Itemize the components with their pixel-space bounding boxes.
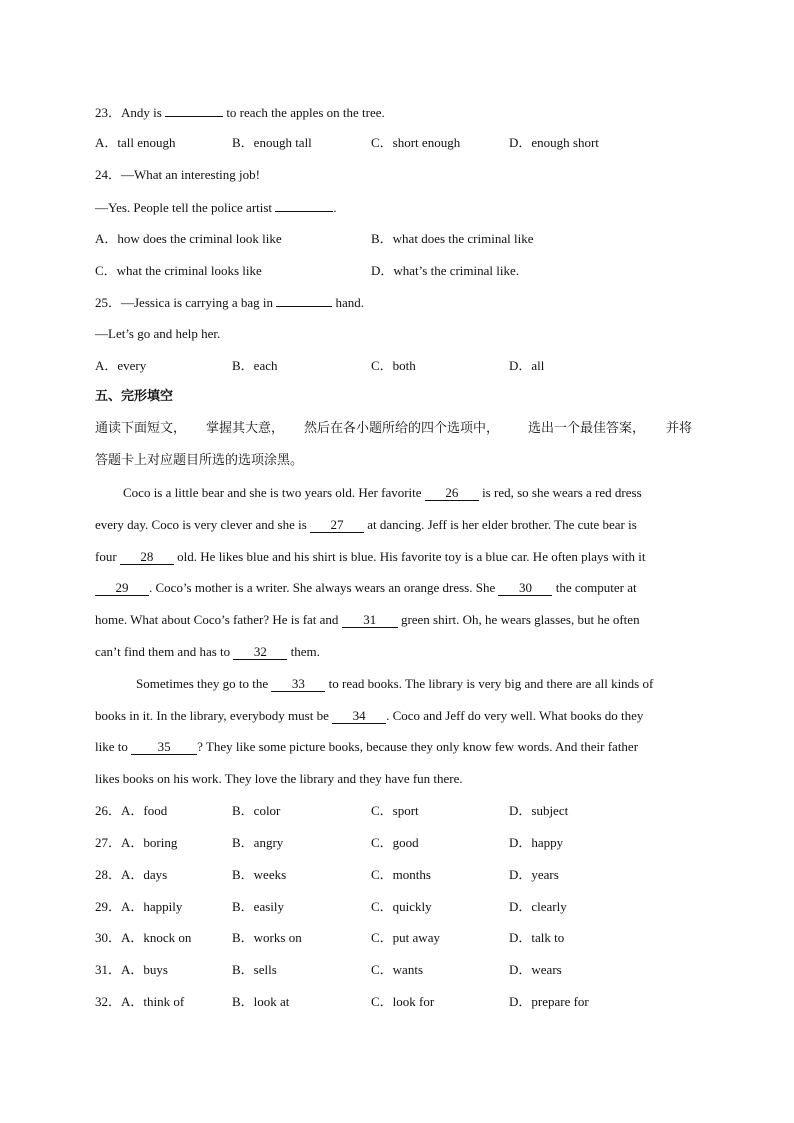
passage-line bbox=[95, 707, 643, 725]
passage-text: can’t find them and has to bbox=[95, 644, 231, 659]
q25-line2: —Let’s go and help her. bbox=[95, 326, 221, 341]
q27-option-b[interactable]: B．angry bbox=[232, 835, 284, 850]
blank-34[interactable]: 34 bbox=[332, 709, 386, 724]
passage-line bbox=[95, 611, 640, 629]
q27-option-a[interactable]: 27．A．boring bbox=[95, 835, 178, 850]
q24-option-a[interactable]: A．how does the criminal look like bbox=[95, 231, 282, 246]
passage-text: four bbox=[95, 549, 117, 564]
q25-suffix: hand. bbox=[335, 295, 365, 310]
q23-prefix: 23．Andy is bbox=[95, 105, 162, 120]
passage-text: at dancing. Jeff is her elder brother. The cute bear is bbox=[367, 517, 637, 532]
q28-option-d[interactable]: D．years bbox=[509, 867, 559, 882]
passage-text: Coco is a little bear and she is two years old. Her favorite bbox=[123, 485, 422, 500]
passage-text: Sometimes they go to the bbox=[136, 676, 269, 691]
passage-text: . Coco’s mother is a writer. She always wears an orange dress. She bbox=[149, 580, 496, 595]
passage-text: . Coco and Jeff do very well. What books do they bbox=[386, 708, 644, 723]
blank-26[interactable]: 26 bbox=[425, 486, 479, 501]
q23-suffix: to reach the apples on the tree. bbox=[226, 105, 385, 120]
q24-option-d[interactable]: D．what’s the criminal like. bbox=[371, 263, 520, 278]
q26-option-d[interactable]: D．subject bbox=[509, 803, 569, 818]
q29-option-c[interactable]: C．quickly bbox=[371, 899, 432, 914]
q27-option-c[interactable]: C．good bbox=[371, 835, 419, 850]
q24-option-b[interactable]: B．what does the criminal like bbox=[371, 231, 534, 246]
q25-option-b[interactable]: B．each bbox=[232, 358, 278, 373]
q24-line2-suffix: . bbox=[333, 200, 337, 215]
q26-option-b[interactable]: B．color bbox=[232, 803, 281, 818]
q24-option-c[interactable]: C．what the criminal looks like bbox=[95, 263, 262, 278]
q29-option-b[interactable]: B．easily bbox=[232, 899, 284, 914]
q24-stem: 24．—What an interesting job! bbox=[95, 167, 260, 182]
q26-option-a[interactable]: 26．A．food bbox=[95, 803, 168, 818]
q25-prefix: 25．—Jessica is carrying a bag in bbox=[95, 295, 273, 310]
passage-line bbox=[136, 675, 653, 693]
q23-option-b[interactable]: B．enough tall bbox=[232, 135, 312, 150]
q30-option-a[interactable]: 30．A．knock on bbox=[95, 930, 192, 945]
q30-option-c[interactable]: C．put away bbox=[371, 930, 440, 945]
passage-text: the computer at bbox=[555, 580, 637, 595]
blank-29[interactable]: 29 bbox=[95, 581, 149, 596]
q28-option-b[interactable]: B．weeks bbox=[232, 867, 287, 882]
q31-option-b[interactable]: B．sells bbox=[232, 962, 277, 977]
question-25 bbox=[95, 293, 364, 312]
passage-text: like to bbox=[95, 739, 128, 754]
q26-option-c[interactable]: C．sport bbox=[371, 803, 419, 818]
q23-option-c[interactable]: C．short enough bbox=[371, 135, 461, 150]
q30-option-b[interactable]: B．works on bbox=[232, 930, 302, 945]
passage-line bbox=[95, 738, 638, 756]
passage-text: old. He likes blue and his shirt is blue. His favorite toy is a blue car. He often plays with it bbox=[177, 549, 646, 564]
passage-text: them. bbox=[290, 644, 320, 659]
passage-text: every day. Coco is very clever and she is bbox=[95, 517, 307, 532]
instr-part-5: 并将 bbox=[666, 421, 693, 436]
passage-text: ? They like some picture books, because they only know few words. And their father bbox=[197, 739, 639, 754]
passage-text: is red, so she wears a red dress bbox=[482, 485, 642, 500]
q28-option-a[interactable]: 28．A．days bbox=[95, 867, 168, 882]
blank-27[interactable]: 27 bbox=[310, 518, 364, 533]
q31-option-d[interactable]: D．wears bbox=[509, 962, 562, 977]
section-heading: 五、完形填空 bbox=[95, 389, 174, 404]
passage-text: home. What about Coco’s father? He is fat and bbox=[95, 612, 339, 627]
q30-option-d[interactable]: D．talk to bbox=[509, 930, 565, 945]
passage-line bbox=[95, 579, 637, 597]
q32-option-b[interactable]: B．look at bbox=[232, 994, 290, 1009]
passage-text: to read books. The library is very big and there are all kinds of bbox=[328, 676, 654, 691]
q24-line2 bbox=[95, 198, 337, 217]
q28-option-c[interactable]: C．months bbox=[371, 867, 431, 882]
passage-line bbox=[95, 516, 637, 534]
instr-part-3: 然后在各小题所给的四个选项中， bbox=[304, 421, 500, 436]
passage-line bbox=[123, 484, 642, 502]
instr-part-4: 选出一个最佳答案， bbox=[528, 421, 646, 436]
passage-line: likes books on his work. They love the library and they have fun there. bbox=[95, 771, 463, 786]
q24-line2-prefix: —Yes. People tell the police artist bbox=[95, 200, 273, 215]
q32-option-d[interactable]: D．prepare for bbox=[509, 994, 589, 1009]
q23-option-d[interactable]: D．enough short bbox=[509, 135, 599, 150]
answer-blank[interactable] bbox=[276, 293, 332, 307]
section-instructions-line2: 答题卡上对应题目所选的选项涂黑。 bbox=[95, 453, 304, 468]
question-23 bbox=[95, 103, 385, 122]
passage-text: green shirt. Oh, he wears glasses, but he often bbox=[400, 612, 640, 627]
blank-32[interactable]: 32 bbox=[233, 645, 287, 660]
q25-option-a[interactable]: A．every bbox=[95, 358, 147, 373]
q29-option-d[interactable]: D．clearly bbox=[509, 899, 567, 914]
passage-text: books in it. In the library, everybody must be bbox=[95, 708, 329, 723]
blank-31[interactable]: 31 bbox=[342, 613, 398, 628]
blank-28[interactable]: 28 bbox=[120, 550, 174, 565]
q25-option-d[interactable]: D．all bbox=[509, 358, 545, 373]
q23-option-a[interactable]: A．tall enough bbox=[95, 135, 176, 150]
q32-option-a[interactable]: 32．A．think of bbox=[95, 994, 185, 1009]
blank-35[interactable]: 35 bbox=[131, 740, 197, 755]
q27-option-d[interactable]: D．happy bbox=[509, 835, 564, 850]
q25-option-c[interactable]: C．both bbox=[371, 358, 416, 373]
instr-part-2: 掌握其大意， bbox=[206, 421, 285, 436]
blank-33[interactable]: 33 bbox=[271, 677, 325, 692]
answer-blank[interactable] bbox=[165, 103, 223, 117]
passage-line bbox=[95, 643, 320, 661]
q31-option-c[interactable]: C．wants bbox=[371, 962, 424, 977]
blank-30[interactable]: 30 bbox=[498, 581, 552, 596]
instr-part-1: 通读下面短文， bbox=[95, 421, 187, 436]
q32-option-c[interactable]: C．look for bbox=[371, 994, 435, 1009]
q31-option-a[interactable]: 31．A．buys bbox=[95, 962, 168, 977]
q29-option-a[interactable]: 29．A．happily bbox=[95, 899, 183, 914]
passage-line bbox=[95, 548, 645, 566]
answer-blank[interactable] bbox=[275, 198, 333, 212]
